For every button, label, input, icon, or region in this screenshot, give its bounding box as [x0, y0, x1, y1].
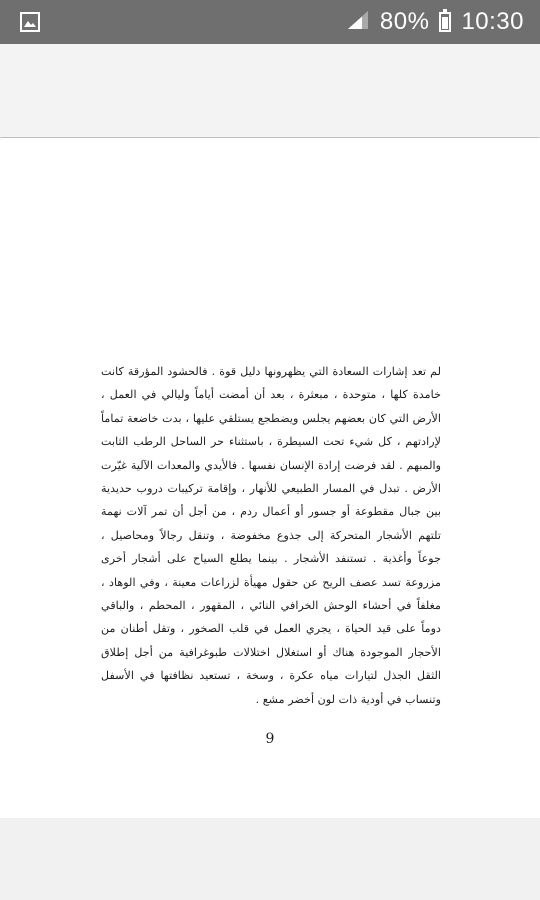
image-icon	[20, 12, 40, 32]
battery-percent: 80%	[379, 8, 430, 35]
viewer-background	[0, 818, 540, 900]
document-page[interactable]	[0, 138, 540, 818]
page-body-text: لم تعد إشارات السعادة التي يظهرونها دليل قوة . فالحشود المؤرقة كانت خامدة كلها ، متوحدة ، مبعثرة ، بعد أن أمضت أياماً وليالي في العمل ، الأرض التي كان بعضهم يجلس ويضطجع يستلقي عليها ، بدت خاضعة تماماً لإرادتهم ، كل شيء تحت السيطرة ، باستثناء حر الساحل الرطب الثابت والمبهم . لقد فرضت إرادة الإنسان نفسها . فالأيدي والمعدات الآلية غيّرت الأرض . تبدل في المسار الطبيعي للأنهار ، وإقامة تركيبات دروب حديدية بين جبال مقطوعة أو جسور أو أعمال ردم ، من أجل أن تمر آلات نهمة تلتهم الأشجار المتحركة إلى جذوع مخفوضة ، وتنقل رجالاً ومحاصيل ، جوعاً وأغذية . تستنفد الأشجار . بينما يطلع السياح على أشجار أخرى مزروعة تسد عصف الريح عن حقول مهيأة لزراعات معينة ، وفي الوهاد ، مغلفاً في أحشاء الوحش الخرافي النائي ، المقهور ، المحطم ، والباقي دوماً على قيد الحياة ، يجري العمل في قلب الصخور ، وتقل أطنان من الأحجار الموجودة هناك أو استغلال اختلالات طبوغرافية من أجل إطلاق الثقل الجذل لتيارات مياه عكرة ، وسخة ، تستعيد نظافتها في الأسفل وتنساب في أودية ذات لون أخضر مشع .	[101, 365, 441, 706]
signal-icon	[346, 9, 370, 35]
battery-icon	[439, 12, 451, 32]
status-bar	[0, 0, 540, 44]
page-number: 9	[265, 731, 275, 747]
status-indicators	[346, 0, 524, 44]
clock: 10:30	[461, 8, 524, 35]
app-toolbar	[0, 44, 540, 137]
